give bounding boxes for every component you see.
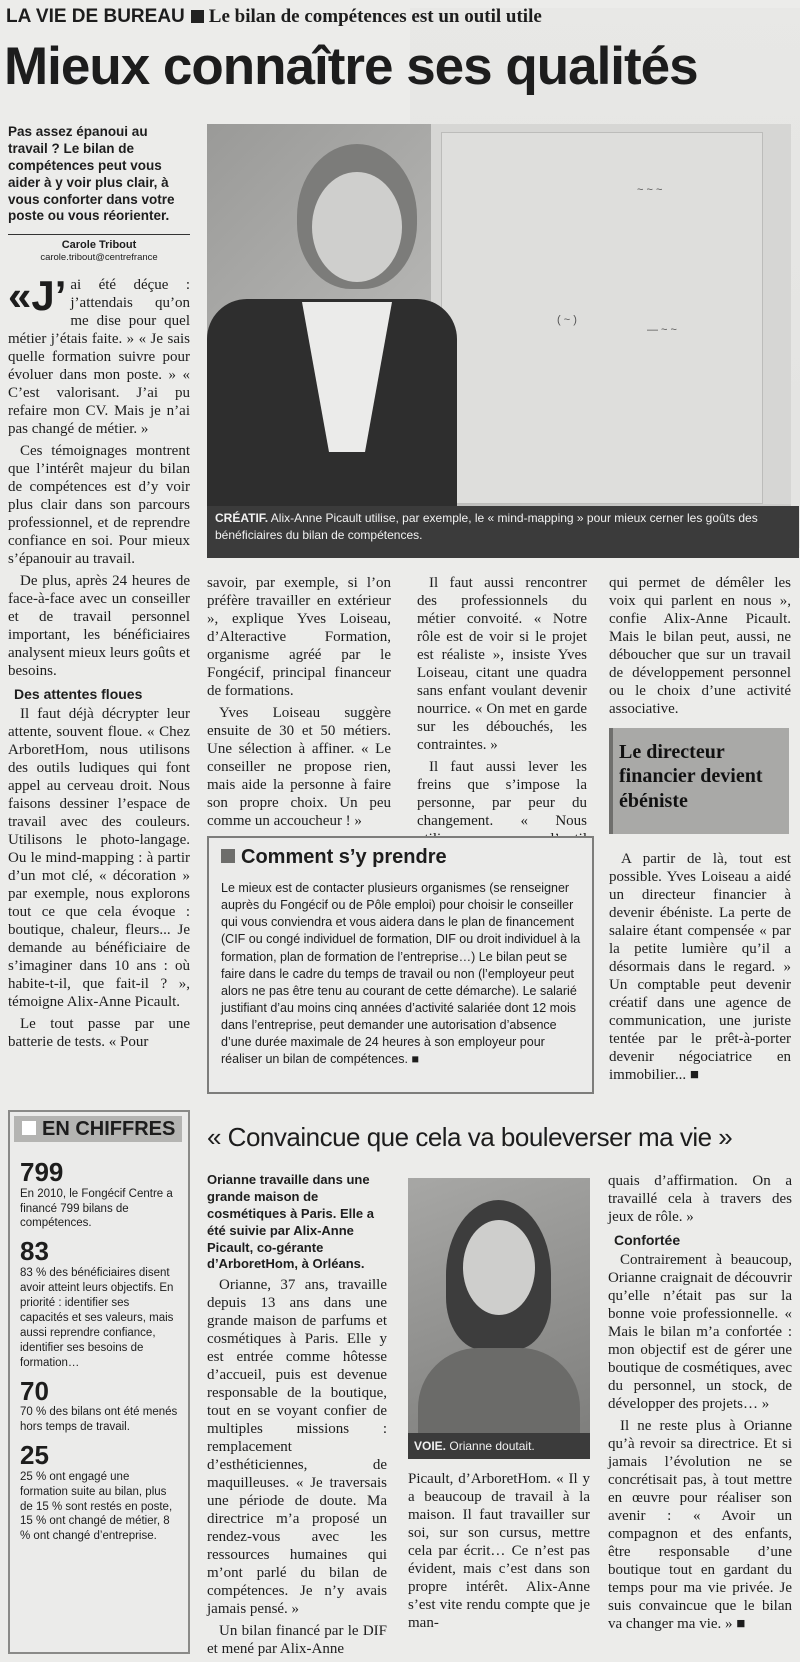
info-box-body: Le mieux est de contacter plusieurs organismes (se renseigner auprès du Fongécif ou de Pôle emploi) pour choisir le conseiller qui vous conviendra et vous aidera dans le plan de financement (CIF ou congé individuel de formation, DIF ou droit individuel à la formation, plan de formation de l’entreprise…) Le bilan peut se faire dans le cadre du temps de travail ou non (l’employeur peut alors ne pas être tenu au courant de cette démarche). Le salarié justifiant d’au moins cinq années d’activité salariée dont 12 mois dans l’entreprise, peut demander une autorisation d’absence d’une durée maximale de 24 heures à son employeur pour réaliser un bilan de compétences. ■ — [221, 881, 581, 1067]
subheading: Confortée — [614, 1232, 681, 1248]
author-email: carole.tribout@centrefrance — [40, 252, 158, 263]
paragraph: Picault, d’ArboretHom. « Il y a beaucoup de travail à la maison. Il faut travailler sur soi, sur son cursus, mettre cela par écrit… Ce n’est pas évident, mais c’est dans son propre intérêt. Alix-Anne s’est vite rendu compte que je man- — [408, 1471, 590, 1631]
story2-lead: Orianne travaille dans une grande maison de cosmétiques à Paris. Elle a été suivie par Alix-Anne Picault, co-gérante d’ArboretHom, à Orléans. — [207, 1172, 374, 1272]
article-lead: Pas assez épanoui au travail ? Le bilan de compétences peut vous aider à y voir plus clair, à vous conforter dans votre poste ou vous réorienter. — [8, 124, 175, 224]
byline — [8, 234, 190, 263]
photo-caption — [408, 1433, 590, 1459]
figure-number: 799 — [20, 1157, 64, 1187]
board-scribble: ~ ~ ~ — [637, 184, 663, 196]
box-title: Le directeur financier devient ébéniste — [619, 741, 763, 812]
paperboard — [441, 132, 763, 504]
story2-column-2 — [408, 1470, 590, 1636]
key-figures-header — [14, 1116, 182, 1142]
paragraph: qui permet de démêler les voix qui parlent en nous », confie Alix-Anne Picault. Mais le bilan peut, aussi, ne déboucher que sur un travail de développement personnel ou le choix d’une activité associative. — [609, 575, 791, 717]
key-figures-list — [20, 1152, 180, 1548]
paragraph: Il faut aussi lever les freins que s’impose la personne, par peur du changement. « Nous — [417, 759, 587, 829]
article-column-3 — [417, 574, 587, 870]
caption-text: Orianne doutait. — [449, 1439, 535, 1453]
figure-number: 25 — [20, 1440, 49, 1471]
info-box-title — [221, 846, 447, 869]
story2-column-3 — [608, 1172, 792, 1637]
paragraph: De plus, après 24 heures de face-à-face avec un conseiller et de travail personnel important, les bénéficiaires analysent mieux leurs goûts et besoins. — [8, 573, 190, 679]
paragraph: Yves Loiseau suggère ensuite de 30 et 50 métiers. Une sélection à affiner. « Le conseiller ne propose rien, mais aide la personne à faire son propre choix. Un peu comme un accoucheur ! » — [207, 705, 391, 829]
paragraph: Le tout passe par une batterie de tests. « Pour — [8, 1015, 190, 1050]
figure-text: 70 % des bilans ont été menés hors temps de travail. — [20, 1406, 178, 1434]
article-column-2 — [207, 574, 391, 834]
page-title: Mieux connaître ses qualités — [4, 37, 698, 96]
article-column-1 — [8, 272, 190, 1055]
story2-headline: « Convaincue que cela va bouleverser ma vie » — [207, 1122, 733, 1152]
key-figures-title: EN CHIFFRES — [42, 1118, 176, 1140]
person-face — [312, 172, 402, 282]
board-scribble: ( ~ ) — [557, 314, 577, 326]
subheading: Des attentes floues — [14, 686, 143, 702]
paragraph: Il faut aussi rencontrer des professionnels du métier convoité. « Notre rôle est de voir si le projet est réaliste », insiste Yves Loiseau, citant une quadra sans enfant voulant devenir nourrice. « On met en garde sur les débouchés, les contraintes. » — [417, 575, 587, 753]
figure-number: 83 — [20, 1236, 49, 1267]
photo-mind-mapping — [207, 124, 791, 554]
square-bullet-icon — [191, 10, 204, 23]
square-bullet-icon — [221, 849, 235, 863]
info-box-title-text: Comment s’y prendre — [241, 846, 447, 868]
paragraph: Ces témoignages montrent que l’intérêt majeur du bilan de compétences est d’y voir plus clair dans son parcours professionnel, et de reprendre confiance en soi. Pour mieux s’épanouir au travail. — [8, 443, 190, 567]
kicker-subtitle: Le bilan de compétences est un outil utile — [208, 6, 542, 27]
paragraph: A partir de là, tout est possible. Yves Loiseau a aidé un directeur financier à devenir ébéniste. La perte de salaire étant compensée « par la petite lumière qu’il a désormais dans le regard. » Un comptable peut devenir créatif dans une agence de communication, une juriste tentée par le prêt-à-porter devenir négociatrice en immobilier... ■ — [609, 851, 791, 1083]
author-name: Carole Tribout — [61, 239, 137, 251]
paragraph: ai été déçue : j’attendais qu’on me dise pour quel métier j’étais faite. » « Je sais quelle formation suivre pour évoluer dans mon poste. » « C’est valorisant. J’ai pu refaire mon CV. Mais je n’ai pas changé de métier. » — [8, 277, 190, 437]
paragraph: Contrairement à beaucoup, Orianne craignait de découvrir qu’elle n’était pas sur la bonne voie professionnelle. « Mais le bilan m’a confortée : mon objectif est de gérer une boutique de cosmétiques, avec du personnel, un stock, de développer des projets… » — [608, 1251, 792, 1412]
paragraph: quais d’affirmation. On a travaillé cela à travers des jeux de rôle. » — [608, 1173, 792, 1225]
paragraph: Un bilan financé par le DIF et mené par Alix-Anne — [207, 1623, 387, 1657]
key-figures-box — [8, 1110, 190, 1654]
rubric-label: LA VIE DE BUREAU — [6, 6, 185, 27]
paragraph: savoir, par exemple, si l’on préfère travailler en extérieur », explique Yves Loiseau, d’Alteractive Formation, organisme agréé par le Fongécif, principal financeur de formations. — [207, 575, 391, 699]
drop-quote: «J’ — [8, 272, 67, 319]
article-column-4 — [609, 574, 791, 722]
photo-caption — [207, 506, 799, 558]
paragraph: Orianne, 37 ans, travaille depuis 13 ans dans une grande maison de parfums et cosmétiques à Paris. Elle y est entrée comme hôtesse d’accueil, puis est devenue responsable de la boutique, tout en se voyant confier de multiples missions : remplacement d’esthéticiennes, de maquilleuses. « Je traversais une période de doute. Ma directrice m’a proposé un rendez-vous avec les ressources humaines qui m’ont parlé du bilan de compétences. Je n’y avais jamais pensé. » — [207, 1277, 387, 1617]
article-column-5 — [609, 850, 791, 1088]
figure-number: 70 — [20, 1375, 49, 1406]
board-scribble: — ~ ~ — [647, 324, 677, 336]
caption-text: Alix-Anne Picault utilise, par exemple, le « mind-mapping » pour mieux cerner les goûts des bénéficiaires du bilan de compétences. — [215, 511, 758, 542]
person-face — [463, 1220, 535, 1315]
paragraph: Il faut déjà décrypter leur attente, souvent floue. « Chez ArboretHom, nous utilisons des outils ludiques qui font appel au cerveau droit. Nous faisons dessiner l’espace de travail avec des couleurs. Utilisons le photo-langage. Ou le mind-mapping : à partir d’un mot clé, « décoration » par exemple, nous explorons tout ce que cela évoque : boutique, chaleur, fleurs... Je demande au bénéficiaire de s’imaginer dans 10 ans : où habite-t-il, que fait-il ? », témoigne Alix-Anne Picault. — [8, 705, 190, 1010]
subheading-box — [609, 728, 789, 834]
photo-orianne — [408, 1178, 590, 1433]
square-bullet-icon — [22, 1121, 36, 1135]
story2-column-1 — [207, 1276, 387, 1662]
figure-text: 25 % ont engagé une formation suite au bilan, plus de 15 % sont restés en poste, 15 % ont changé de métier, 8 % ont changé d’entreprise. — [20, 1470, 173, 1543]
section-kicker — [6, 6, 542, 28]
paragraph: Il ne reste plus à Orianne qu’à revoir sa directrice. Et si jamais l’évolution ne se concrétisait pas, à tout mettre en œuvre pour réaliser son avenir : « Avoir un compagnon et des enfants, être responsable d’une boutique tout en gardant du temps pour ma vie privée. Je suis convaincue que le bilan va changer ma vie. » ■ — [608, 1417, 792, 1632]
caption-label: CRÉATIF. — [215, 511, 269, 525]
figure-text: 83 % des bénéficiaires disent avoir atteint leurs objectifs. En priorité : identifier ses capacités et ses valeurs, mais aussi reprendre confiance, identifier ses besoins de formation… — [20, 1267, 174, 1369]
info-box-how-to — [207, 836, 594, 1094]
person-shoulders — [418, 1348, 580, 1433]
accent-strip — [609, 728, 613, 834]
caption-label: VOIE. — [414, 1439, 447, 1453]
figure-text: En 2010, le Fongécif Centre a financé 799 bilans de compétences. — [20, 1187, 173, 1230]
